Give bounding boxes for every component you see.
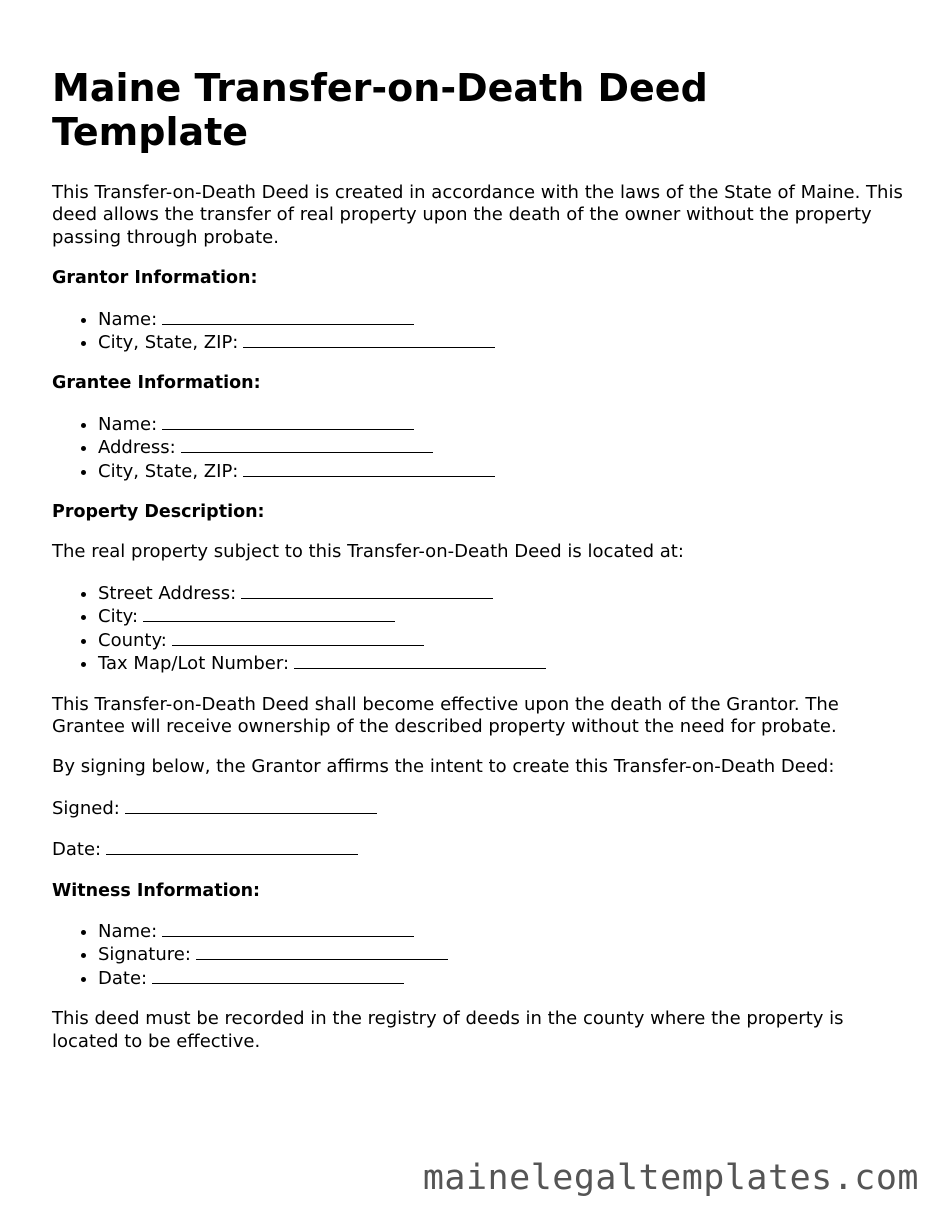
grantee-city-label: City, State, ZIP:	[98, 460, 239, 482]
property-intro: The real property subject to this Transfer-on-Death Deed is located at:	[52, 541, 684, 563]
grantor-city-label: City, State, ZIP:	[98, 332, 239, 354]
grantee-list	[52, 413, 912, 483]
witness-name-item	[98, 920, 912, 943]
effective-paragraph: This Transfer-on-Death Deed shall become effective upon the death of the Grantor. The Grantee will receive ownership of the described property without the need for probate.	[52, 693, 839, 737]
witness-date-field[interactable]	[152, 967, 404, 984]
witness-name-label: Name:	[98, 920, 158, 942]
grantee-name-label: Name:	[98, 413, 158, 435]
date-line	[52, 838, 912, 861]
witness-signature-item	[98, 943, 912, 966]
property-city-field[interactable]	[143, 605, 395, 622]
property-city-label: City:	[98, 606, 139, 628]
site-watermark: mainelegaltemplates.com	[422, 1158, 919, 1198]
witness-list	[52, 920, 912, 990]
signed-field[interactable]	[125, 797, 377, 814]
property-street-label: Street Address:	[98, 582, 237, 604]
witness-signature-field[interactable]	[196, 943, 448, 960]
affirm-paragraph: By signing below, the Grantor affirms the intent to create this Transfer-on-Death Deed:	[52, 756, 835, 778]
property-street-item	[98, 582, 912, 605]
grantor-list	[52, 308, 912, 355]
grantee-address-label: Address:	[98, 437, 176, 459]
property-taxmap-label: Tax Map/Lot Number:	[98, 653, 290, 675]
document-page	[52, 66, 912, 1071]
property-taxmap-item	[98, 652, 912, 675]
grantee-heading: Grantee Information:	[52, 373, 261, 394]
witness-date-label: Date:	[98, 967, 148, 989]
property-city-item	[98, 605, 912, 628]
property-list	[52, 582, 912, 676]
witness-signature-label: Signature:	[98, 944, 191, 966]
page-title: Maine Transfer-on-Death Deed Template	[52, 66, 708, 154]
grantor-name-label: Name:	[98, 308, 158, 330]
grantee-address-field[interactable]	[181, 436, 433, 453]
grantor-city-item	[98, 331, 912, 354]
grantee-city-item	[98, 460, 912, 483]
grantor-heading: Grantor Information:	[52, 268, 258, 289]
property-county-item	[98, 629, 912, 652]
grantor-name-field[interactable]	[162, 308, 414, 325]
witness-date-item	[98, 967, 912, 990]
date-field[interactable]	[106, 838, 358, 855]
grantee-name-item	[98, 413, 912, 436]
property-taxmap-field[interactable]	[294, 652, 546, 669]
signed-label: Signed:	[52, 797, 120, 819]
witness-name-field[interactable]	[162, 920, 414, 937]
date-label: Date:	[52, 839, 102, 861]
signed-line	[52, 797, 912, 820]
property-heading: Property Description:	[52, 502, 265, 523]
property-street-field[interactable]	[241, 582, 493, 599]
grantee-city-field[interactable]	[243, 460, 495, 477]
grantee-address-item	[98, 436, 912, 459]
grantor-city-field[interactable]	[243, 331, 495, 348]
intro-paragraph: This Transfer-on-Death Deed is created in accordance with the laws of the State of Maine. This deed allows the transfer of real property upon the death of the owner without the property passing through probate.	[52, 182, 903, 248]
property-county-field[interactable]	[172, 629, 424, 646]
property-county-label: County:	[98, 629, 167, 651]
recording-paragraph: This deed must be recorded in the registry of deeds in the county where the property is located to be effective.	[52, 1008, 844, 1052]
grantor-name-item	[98, 308, 912, 331]
witness-heading: Witness Information:	[52, 880, 261, 901]
grantee-name-field[interactable]	[162, 413, 414, 430]
